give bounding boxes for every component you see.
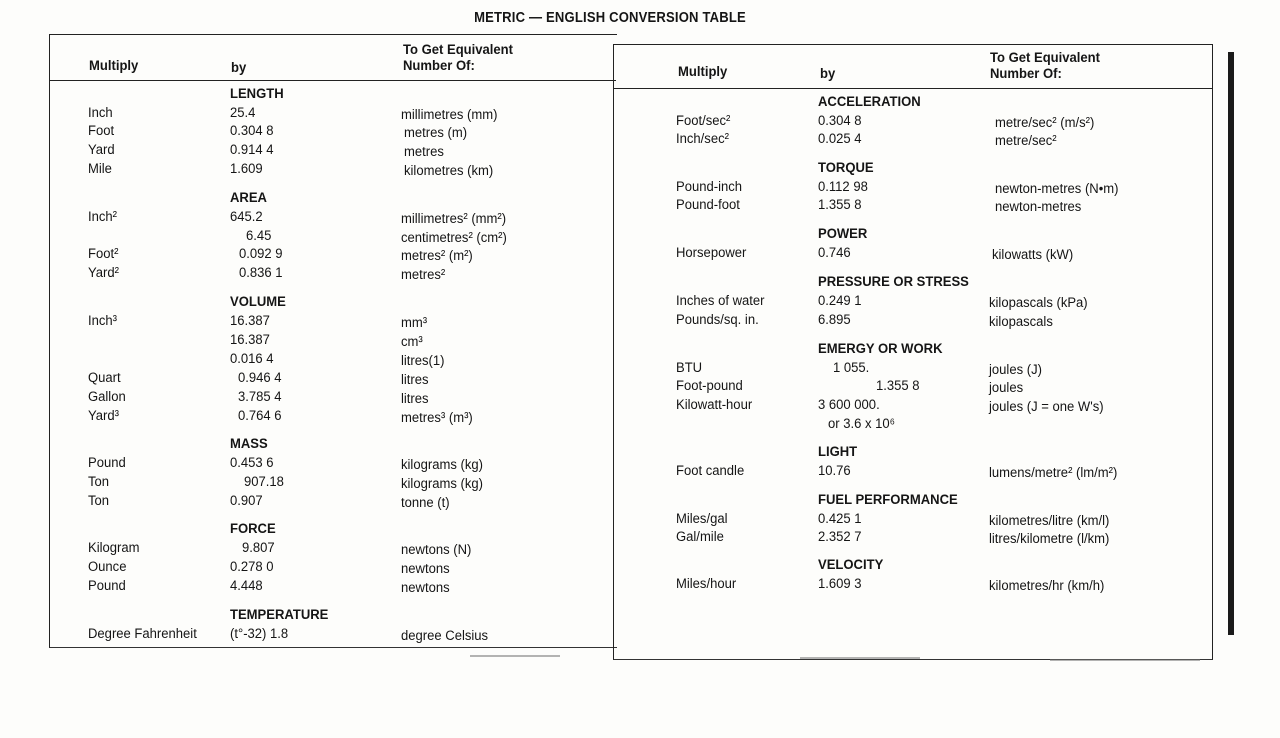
- factor-cell: 6.895: [818, 312, 851, 328]
- factor-cell: 3 600 000.: [818, 397, 880, 413]
- section-heading: LENGTH: [230, 86, 284, 102]
- factor-cell: 4.448: [230, 578, 263, 594]
- result-cell: newton-metres: [995, 199, 1082, 215]
- factor-cell: 1.355 8: [876, 378, 920, 394]
- unit-cell: Inches of water: [676, 293, 765, 309]
- result-cell: metre/sec²: [995, 133, 1057, 149]
- left-header-rule: [50, 80, 616, 81]
- scan-smudge: [470, 655, 560, 657]
- unit-cell: Horsepower: [676, 245, 747, 261]
- factor-cell: 0.746: [818, 245, 851, 261]
- result-cell: joules (J = one W's): [989, 399, 1104, 415]
- factor-cell: 16.387: [230, 332, 270, 348]
- result-cell: kilowatts (kW): [992, 247, 1074, 263]
- factor-cell: 0.907: [230, 493, 263, 509]
- result-cell: cm³: [401, 334, 423, 350]
- unit-cell: Gallon: [88, 389, 126, 405]
- factor-cell: (t°-32) 1.8: [230, 626, 289, 642]
- result-cell: centimetres² (cm²): [401, 230, 507, 246]
- factor-cell: 25.4: [230, 105, 256, 121]
- result-cell: kilopascals (kPa): [989, 295, 1088, 311]
- factor-cell: 16.387: [230, 313, 270, 329]
- right-header-by: by: [820, 66, 836, 82]
- factor-cell: 0.278 0: [230, 559, 274, 575]
- result-cell: lumens/metre² (lm/m²): [989, 465, 1118, 481]
- unit-cell: Foot: [88, 123, 115, 139]
- result-cell: kilometres/litre (km/l): [989, 513, 1110, 529]
- unit-cell: Pound: [88, 578, 126, 594]
- factor-cell: 0.836 1: [239, 265, 283, 281]
- right-header-to-get-line1: To Get Equivalent: [990, 50, 1100, 66]
- factor-cell: 10.76: [818, 463, 851, 479]
- unit-cell: Ton: [88, 493, 110, 509]
- unit-cell: Inch: [88, 105, 113, 121]
- unit-cell: Yard: [88, 142, 115, 158]
- unit-cell: Degree Fahrenheit: [88, 626, 197, 642]
- factor-cell: 0.304 8: [230, 123, 274, 139]
- unit-cell: Yard³: [88, 408, 119, 424]
- result-cell: joules: [989, 380, 1024, 396]
- section-heading: VOLUME: [230, 294, 286, 310]
- factor-cell: 0.914 4: [230, 142, 274, 158]
- section-heading: VELOCITY: [818, 557, 884, 573]
- unit-cell: Gal/mile: [676, 529, 724, 545]
- result-cell: kilometres (km): [404, 163, 494, 179]
- factor-cell: 907.18: [244, 474, 284, 490]
- scan-smudge: [800, 657, 920, 659]
- result-cell: newton-metres (N•m): [995, 181, 1119, 197]
- factor-cell: 6.45: [246, 228, 272, 244]
- unit-cell: Quart: [88, 370, 121, 386]
- factor-cell: 1 055.: [833, 360, 870, 376]
- result-cell: newtons: [401, 580, 450, 596]
- section-heading: LIGHT: [818, 444, 858, 460]
- section-heading: AREA: [230, 190, 267, 206]
- result-cell: litres: [401, 391, 429, 407]
- section-heading: PRESSURE OR STRESS: [818, 274, 969, 290]
- factor-cell: 0.112 98: [818, 179, 868, 195]
- left-header-to-get-line2: Number Of:: [403, 58, 475, 74]
- unit-cell: Inch/sec²: [676, 131, 729, 147]
- unit-cell: Miles/hour: [676, 576, 737, 592]
- result-cell: metre/sec² (m/s²): [995, 115, 1095, 131]
- unit-cell: Yard²: [88, 265, 119, 281]
- unit-cell: BTU: [676, 360, 703, 376]
- unit-cell: Pound: [88, 455, 126, 471]
- left-header-multiply: Multiply: [89, 58, 139, 74]
- section-heading: TORQUE: [818, 160, 874, 176]
- factor-cell: 2.352 7: [818, 529, 862, 545]
- result-cell: newtons: [401, 561, 450, 577]
- unit-cell: Mile: [88, 161, 112, 177]
- unit-cell: Pound-inch: [676, 179, 743, 195]
- section-heading: MASS: [230, 436, 268, 452]
- result-cell: litres: [401, 372, 429, 388]
- result-cell: litres(1): [401, 353, 445, 369]
- result-cell: metres²: [401, 267, 446, 283]
- factor-cell: 0.453 6: [230, 455, 274, 471]
- result-cell: kilograms (kg): [401, 457, 483, 473]
- result-cell: degree Celsius: [401, 628, 489, 644]
- factor-cell: 0.425 1: [818, 511, 862, 527]
- unit-cell: Foot/sec²: [676, 113, 731, 129]
- unit-cell: Foot-pound: [676, 378, 743, 394]
- factor-cell: 0.092 9: [239, 246, 283, 262]
- right-header-multiply: Multiply: [678, 64, 728, 80]
- scan-edge-bar: [1228, 52, 1234, 635]
- result-cell: millimetres² (mm²): [401, 211, 507, 227]
- factor-cell: 0.946 4: [238, 370, 282, 386]
- unit-cell: Ounce: [88, 559, 127, 575]
- factor-cell: 0.304 8: [818, 113, 862, 129]
- result-cell: kilopascals: [989, 314, 1053, 330]
- section-heading: FUEL PERFORMANCE: [818, 492, 958, 508]
- factor-cell: 9.807: [242, 540, 275, 556]
- left-header-by: by: [231, 60, 247, 76]
- factor-cell: or 3.6 x 10⁶: [828, 416, 896, 432]
- result-cell: kilometres/hr (km/h): [989, 578, 1105, 594]
- section-heading: POWER: [818, 226, 868, 242]
- section-heading: EMERGY OR WORK: [818, 341, 943, 357]
- section-heading: ACCELERATION: [818, 94, 921, 110]
- result-cell: metres² (m²): [401, 248, 473, 264]
- unit-cell: Inch³: [88, 313, 118, 329]
- section-heading: TEMPERATURE: [230, 607, 329, 623]
- factor-cell: 3.785 4: [238, 389, 282, 405]
- factor-cell: 0.016 4: [230, 351, 274, 367]
- factor-cell: 0.249 1: [818, 293, 862, 309]
- unit-cell: Foot²: [88, 246, 119, 262]
- factor-cell: 645.2: [230, 209, 263, 225]
- right-header-rule: [614, 88, 1212, 89]
- right-header-to-get-line2: Number Of:: [990, 66, 1062, 82]
- result-cell: tonne (t): [401, 495, 450, 511]
- result-cell: joules (J): [989, 362, 1042, 378]
- unit-cell: Ton: [88, 474, 110, 490]
- result-cell: kilograms (kg): [401, 476, 483, 492]
- unit-cell: Pound-foot: [676, 197, 740, 213]
- unit-cell: Miles/gal: [676, 511, 728, 527]
- factor-cell: 0.764 6: [238, 408, 282, 424]
- section-heading: FORCE: [230, 521, 276, 537]
- factor-cell: 1.609: [230, 161, 263, 177]
- factor-cell: 0.025 4: [818, 131, 862, 147]
- result-cell: millimetres (mm): [401, 107, 498, 123]
- factor-cell: 1.355 8: [818, 197, 862, 213]
- result-cell: metres: [404, 144, 444, 160]
- unit-cell: Inch²: [88, 209, 118, 225]
- factor-cell: 1.609 3: [818, 576, 862, 592]
- page-title: METRIC — ENGLISH CONVERSION TABLE: [474, 10, 746, 26]
- result-cell: litres/kilometre (l/km): [989, 531, 1110, 547]
- result-cell: metres³ (m³): [401, 410, 473, 426]
- result-cell: metres (m): [404, 125, 468, 141]
- left-header-to-get-line1: To Get Equivalent: [403, 42, 513, 58]
- result-cell: mm³: [401, 315, 428, 331]
- unit-cell: Pounds/sq. in.: [676, 312, 759, 328]
- unit-cell: Kilowatt-hour: [676, 397, 753, 413]
- unit-cell: Foot candle: [676, 463, 745, 479]
- scan-smudge: [1050, 659, 1200, 661]
- unit-cell: Kilogram: [88, 540, 140, 556]
- result-cell: newtons (N): [401, 542, 472, 558]
